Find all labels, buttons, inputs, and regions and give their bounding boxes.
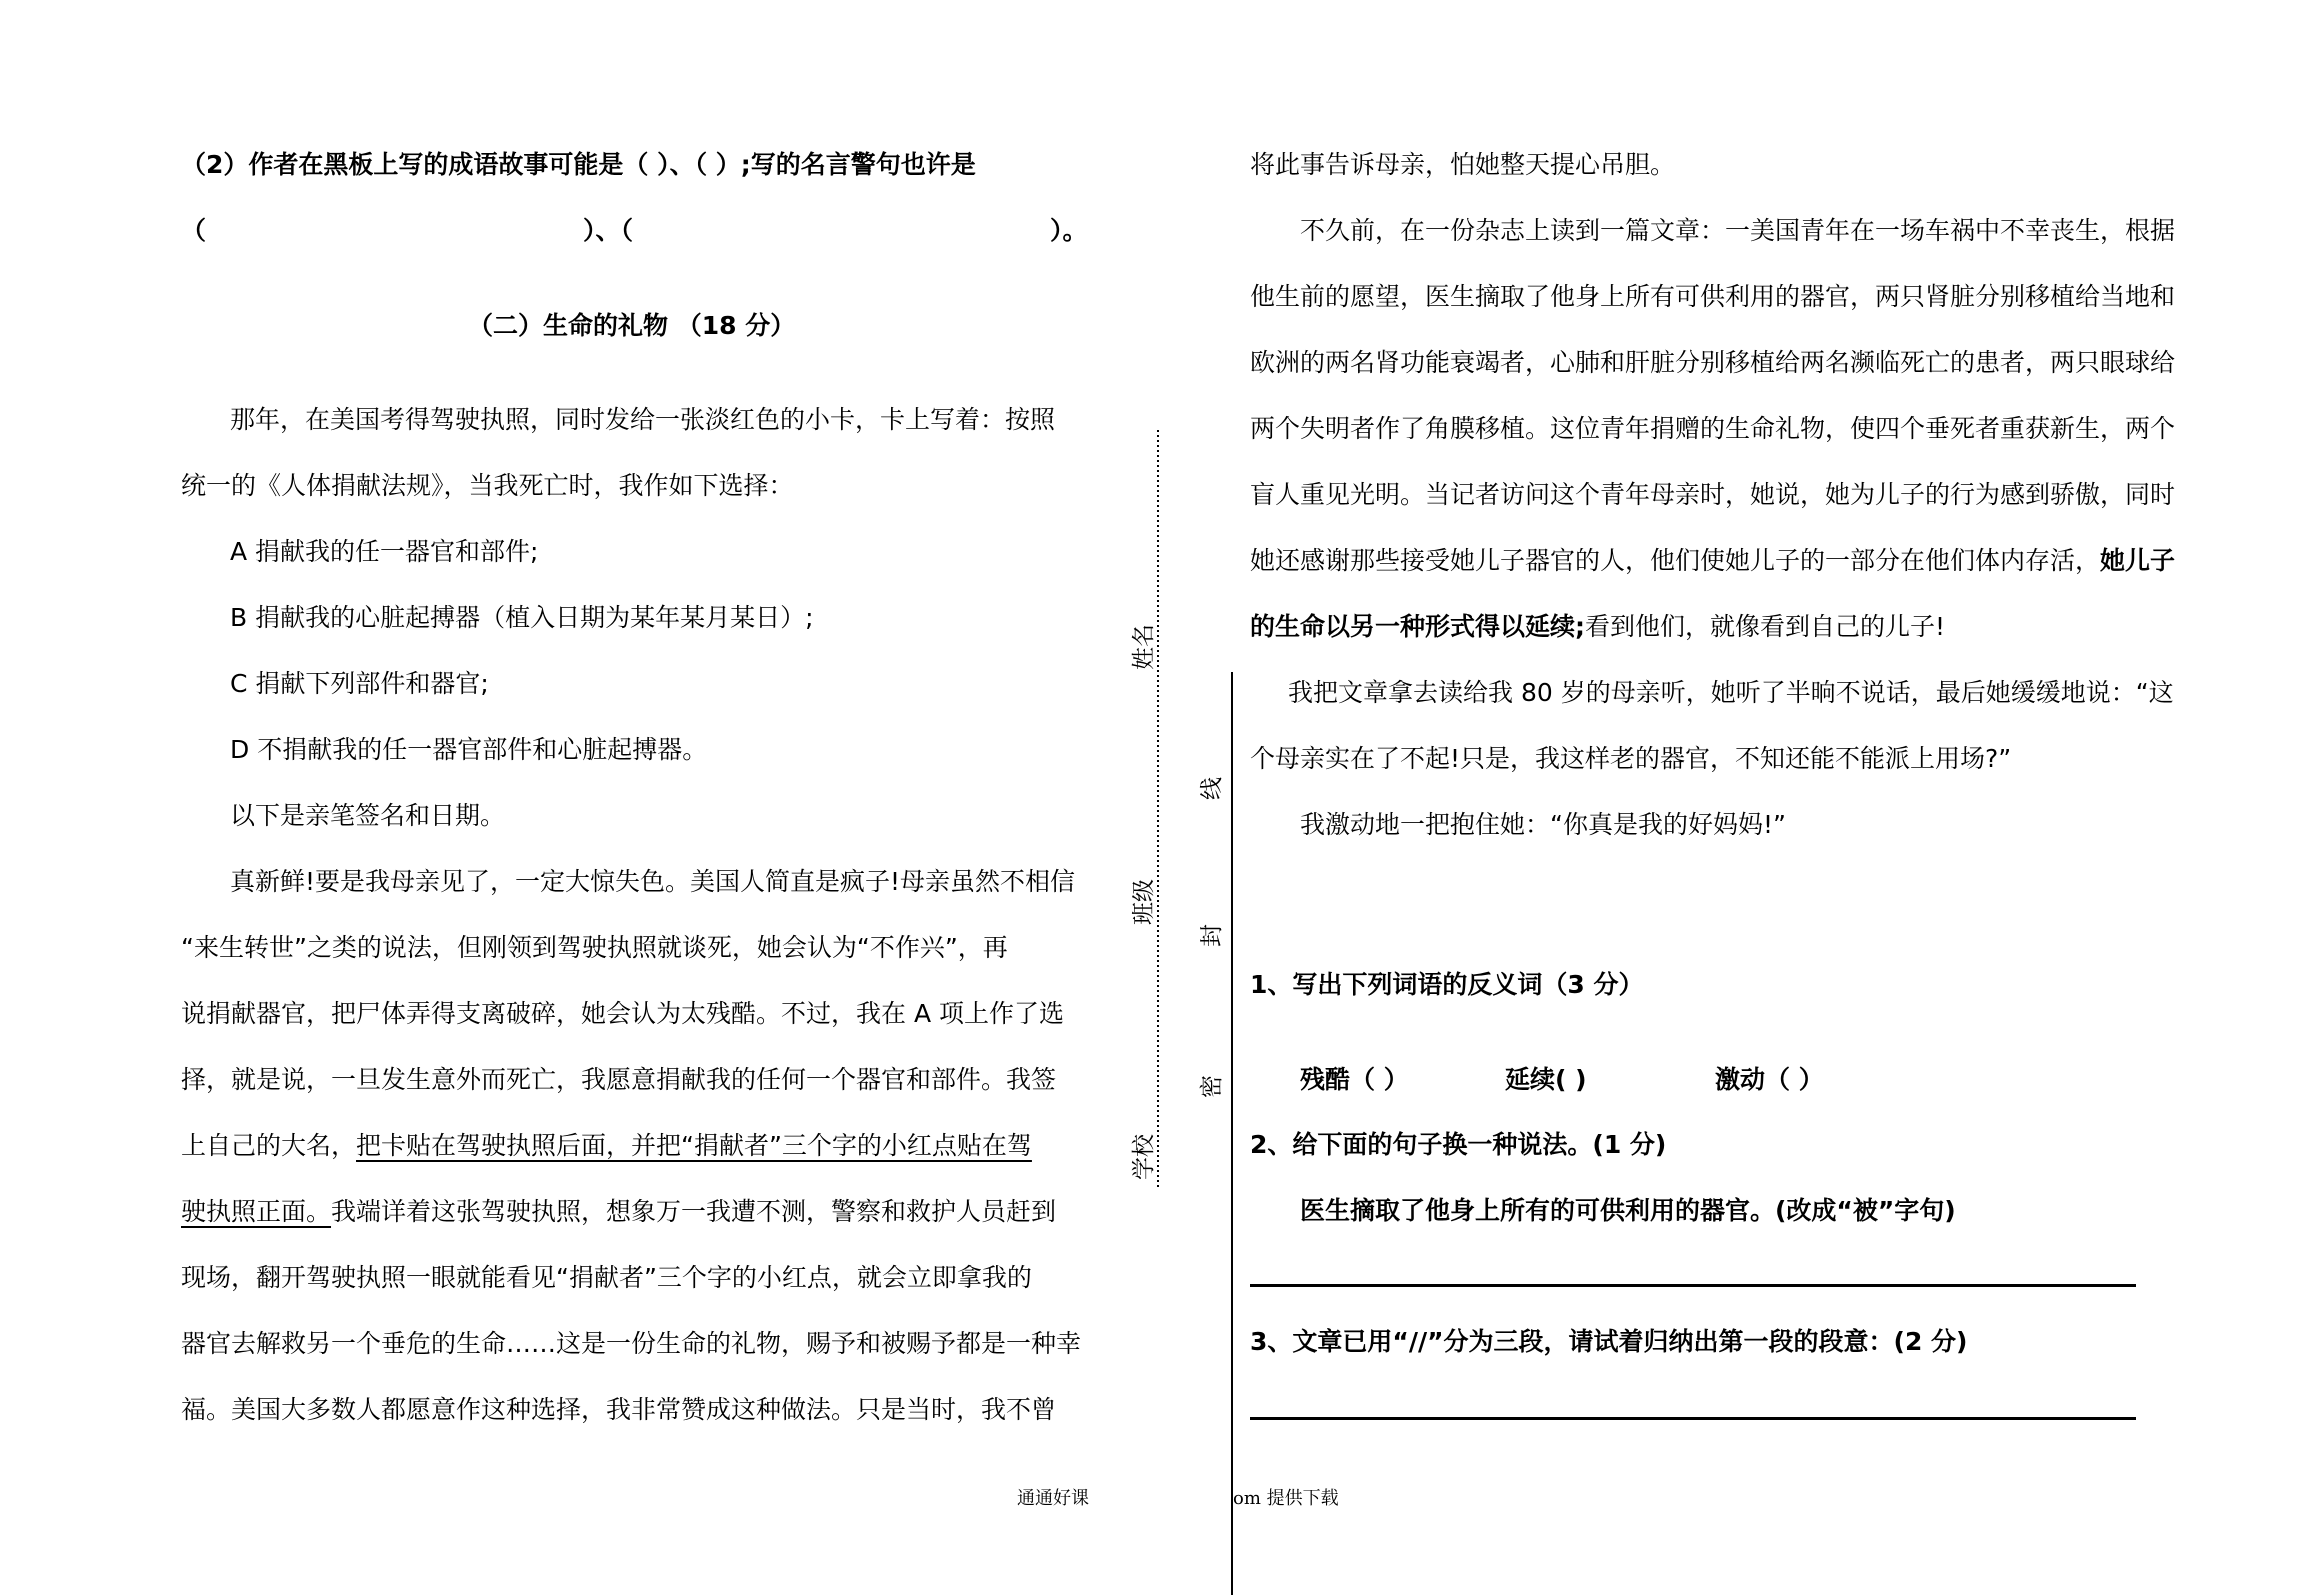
passage-line: B 捐献我的心脏起搏器（植入日期为某年某月某日）; — [230, 603, 814, 632]
question-2-line-2-open: （ — [181, 216, 207, 245]
passage-text: 我端详着这张驾驶执照，想象万一我遭不测，警察和救护人员赶到 — [331, 1197, 1057, 1226]
binding-dotted-line — [1155, 430, 1161, 1190]
passage-text: 看到他们，就像看到自己的儿子! — [1585, 612, 1946, 641]
passage-line: 器官去解救另一个垂危的生命……这是一份生命的礼物，赐予和被赐予都是一种幸 — [181, 1329, 1082, 1358]
underlined-sentence: 把卡贴在驾驶执照后面，并把“捐献者”三个字的小红点贴在驾 — [356, 1131, 1032, 1160]
passage-line-12 — [181, 1129, 1032, 1163]
passage-line: 我把文章拿去读给我 80 岁的母亲听，她听了半晌不说话，最后她缓缓地说：“这 — [1288, 678, 2174, 707]
seal-char-line: 线 — [1199, 777, 1225, 800]
antonym-item-cruel: 残酷（ ） — [1300, 1065, 1409, 1094]
question-2-line-2-mid: ）、（ — [583, 216, 634, 245]
column-divider — [1231, 672, 1233, 1595]
passage-line: 福。美国大多数人都愿意作这种选择，我非常赞成这种做法。只是当时，我不曾 — [181, 1395, 1057, 1424]
question-2-line-2-end: ）。 — [1050, 216, 1088, 245]
passage-text: 她还感谢那些接受她儿子器官的人，他们使她儿子的一部分在他们体内存活， — [1250, 546, 2101, 575]
underlined-sentence: 驶执照正面。 — [181, 1197, 332, 1226]
passage-line: 两个失明者作了角膜移植。这位青年捐赠的生命礼物，使四个垂死者重获新生，两个 — [1250, 414, 2176, 443]
passage-line: 那年，在美国考得驾驶执照，同时发给一张淡红色的小卡，卡上写着：按照 — [230, 405, 1056, 434]
passage-text: 上自己的大名， — [181, 1131, 357, 1160]
emphasized-text: 的生命以另一种形式得以延续; — [1250, 612, 1585, 641]
passage-line: D 不捐献我的任一器官部件和心脏起搏器。 — [230, 735, 708, 764]
seal-char-seal: 封 — [1199, 924, 1225, 947]
passage-line: 欧洲的两名肾功能衰竭者，心肺和肝脏分别移植给两名濒临死亡的患者，两只眼球给 — [1250, 348, 2176, 377]
section-title: （二）生命的礼物 （18 分） — [468, 311, 796, 340]
passage-line: 我激动地一把抱住她：“你真是我的好妈妈!” — [1300, 810, 1786, 839]
passage-line: “来生转世”之类的说法，但刚领到驾驶执照就谈死，她会认为“不作兴”，再 — [181, 933, 1008, 962]
school-label: 学校 — [1131, 1134, 1157, 1180]
passage-line: 不久前，在一份杂志上读到一篇文章：一美国青年在一场车祸中不幸丧生，根据 — [1300, 216, 2176, 245]
class-label: 班级 — [1131, 879, 1157, 925]
passage-line: 真新鲜!要是我母亲见了，一定大惊失色。美国人简直是疯子!母亲虽然不相信 — [230, 867, 1076, 896]
seal-char-secret: 密 — [1199, 1075, 1225, 1098]
passage-line: 择，就是说，一旦发生意外而死亡，我愿意捐献我的任何一个器官和部件。我签 — [181, 1065, 1057, 1094]
passage-line: 他生前的愿望，医生摘取了他身上所有可供利用的器官，两只肾脏分别移植给当地和 — [1250, 282, 2176, 311]
answer-line-q2[interactable] — [1250, 1284, 2136, 1287]
passage-line: 个母亲实在了不起!只是，我这样老的器官，不知还能不能派上用场?” — [1250, 744, 2012, 773]
footer-left-text: 通通好课 — [1017, 1488, 1089, 1509]
passage-line: 盲人重见光明。当记者访问这个青年母亲时，她说，她为儿子的行为感到骄傲，同时 — [1250, 480, 2176, 509]
question-1-title: 1、写出下列词语的反义词（3 分） — [1250, 970, 1644, 999]
passage-line: 统一的《人体捐献法规》，当我死亡时，我作如下选择： — [181, 471, 794, 500]
passage-line: 将此事告诉母亲，怕她整天提心吊胆。 — [1250, 150, 1676, 179]
antonym-item-continue: 延续( ) — [1505, 1065, 1587, 1094]
name-label: 姓名 — [1131, 624, 1157, 670]
emphasized-text: 她儿子 — [2100, 546, 2176, 575]
question-2-line-1: （2）作者在黑板上写的成语故事可能是（ ）、（ ）;写的名言警句也许是 — [181, 150, 976, 179]
passage-line: A 捐献我的任一器官和部件; — [230, 537, 539, 566]
passage-line: C 捐献下列部件和器官; — [230, 669, 489, 698]
passage-line: 说捐献器官，把尸体弄得支离破碎，她会认为太残酷。不过，我在 A 项上作了选 — [181, 999, 1064, 1028]
question-2-title: 2、给下面的句子换一种说法。(1 分) — [1250, 1130, 1667, 1159]
passage-line: 以下是亲笔签名和日期。 — [230, 801, 506, 830]
answer-line-q3[interactable] — [1250, 1417, 2136, 1420]
footer-right-text: om 提供下载 — [1233, 1488, 1339, 1509]
question-2-sentence: 医生摘取了他身上所有的可供利用的器官。(改成“被”字句) — [1300, 1196, 1956, 1225]
passage-line: 现场，翻开驾驶执照一眼就能看见“捐献者”三个字的小红点，就会立即拿我的 — [181, 1263, 1032, 1292]
passage-line-8 — [1250, 610, 1945, 644]
passage-line-7 — [1250, 544, 2175, 578]
passage-line-13 — [181, 1195, 1056, 1229]
antonym-item-excited: 激动（ ） — [1715, 1065, 1824, 1094]
question-3-title: 3、文章已用“//”分为三段，请试着归纳出第一段的段意：(2 分) — [1250, 1327, 1968, 1356]
